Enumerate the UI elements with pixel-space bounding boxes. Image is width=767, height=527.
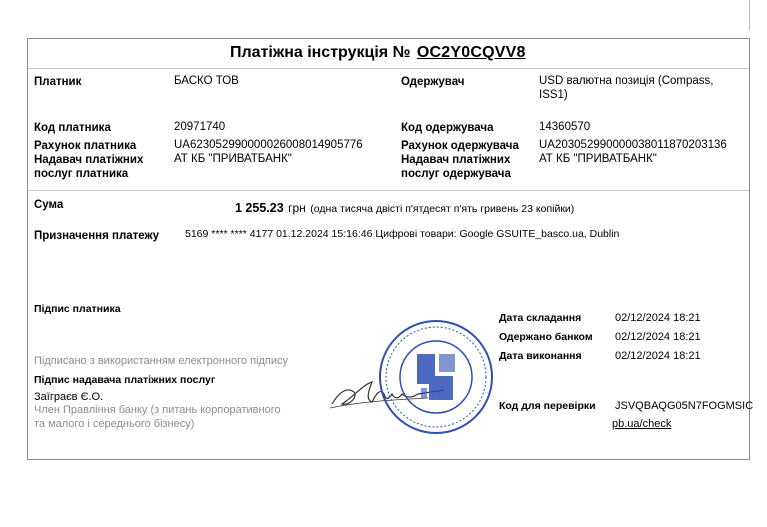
recipient-provider: АТ КБ "ПРИВАТБАНК" (539, 153, 657, 165)
instruction-number: OC2Y0CQVV8 (416, 44, 526, 61)
window-edge-line (749, 0, 750, 30)
sum-amount: 1 255.23 (235, 201, 284, 215)
payer-signature-label: Підпис платника (34, 303, 121, 315)
title-divider (28, 68, 749, 69)
payer-label: Платник (34, 76, 82, 88)
payer-name: БАСКО ТОВ (174, 75, 239, 87)
recipient-label: Одержувач (401, 76, 465, 88)
document-title: Платіжна інструкція № OC2Y0CQVV8 (230, 44, 526, 61)
signer-name: Заїграєв Є.О. (34, 391, 104, 403)
parties-divider (28, 190, 749, 191)
recipient-name-1: USD валютна позиція (Compass, (539, 75, 714, 87)
payer-account-label: Рахунок платника (34, 140, 137, 152)
signer-position-line-2: та малого і середнього бізнесу) (34, 418, 195, 430)
recipient-account: UA203052990000038011870203136 (539, 139, 727, 151)
date-created-value: 02/12/2024 18:21 (615, 312, 701, 324)
payer-provider-label-1: Надавач платіжних (34, 154, 144, 166)
provider-signature-label: Підпис надавача платіжних послуг (34, 374, 216, 386)
sum-in-words: (одна тисяча двісті п'ятдесят п'ять гривень 23 копійки) (310, 203, 575, 215)
payer-code: 20971740 (174, 121, 226, 133)
sum-label: Сума (34, 199, 64, 211)
sum-value (235, 199, 574, 217)
date-received-value: 02/12/2024 18:21 (615, 331, 701, 343)
check-code-value: JSVQBAQG05N7FOGMSIC (615, 400, 754, 412)
check-link[interactable]: pb.ua/check (612, 418, 672, 430)
date-executed-label: Дата виконання (499, 350, 582, 362)
bank-stamp (377, 318, 495, 436)
sum-currency: грн (288, 201, 306, 215)
recipient-provider-label-2: послуг одержувача (401, 168, 511, 180)
recipient-code: 14360570 (539, 121, 591, 133)
payer-account: UA623052990000026008014905776 (174, 139, 363, 151)
purpose-label: Призначення платежу (34, 230, 160, 242)
recipient-provider-label-1: Надавач платіжних (401, 154, 511, 166)
purpose-value: 5169 **** **** 4177 01.12.2024 15:16:46 Цифрові товари: Google GSUITE_basco.ua, Dublin (185, 228, 620, 240)
payer-provider-label-2: послуг платника (34, 168, 129, 180)
date-executed-value: 02/12/2024 18:21 (615, 350, 701, 362)
signer-position-line-1: Член Правління банку (з питань корпоративного (34, 404, 281, 416)
e-signature-note: Підписано з використанням електронного підпису (34, 355, 289, 367)
recipient-code-label: Код одержувача (401, 122, 494, 134)
date-received-label: Одержано банком (499, 331, 593, 343)
payer-code-label: Код платника (34, 122, 111, 134)
payer-provider: АТ КБ "ПРИВАТБАНК" (174, 153, 292, 165)
recipient-account-label: Рахунок одержувача (401, 140, 519, 152)
check-code-label: Код для перевірки (499, 400, 596, 412)
recipient-name-2: ISS1) (539, 89, 568, 101)
date-created-label: Дата складання (499, 312, 582, 324)
payment-instruction-document (27, 38, 754, 460)
